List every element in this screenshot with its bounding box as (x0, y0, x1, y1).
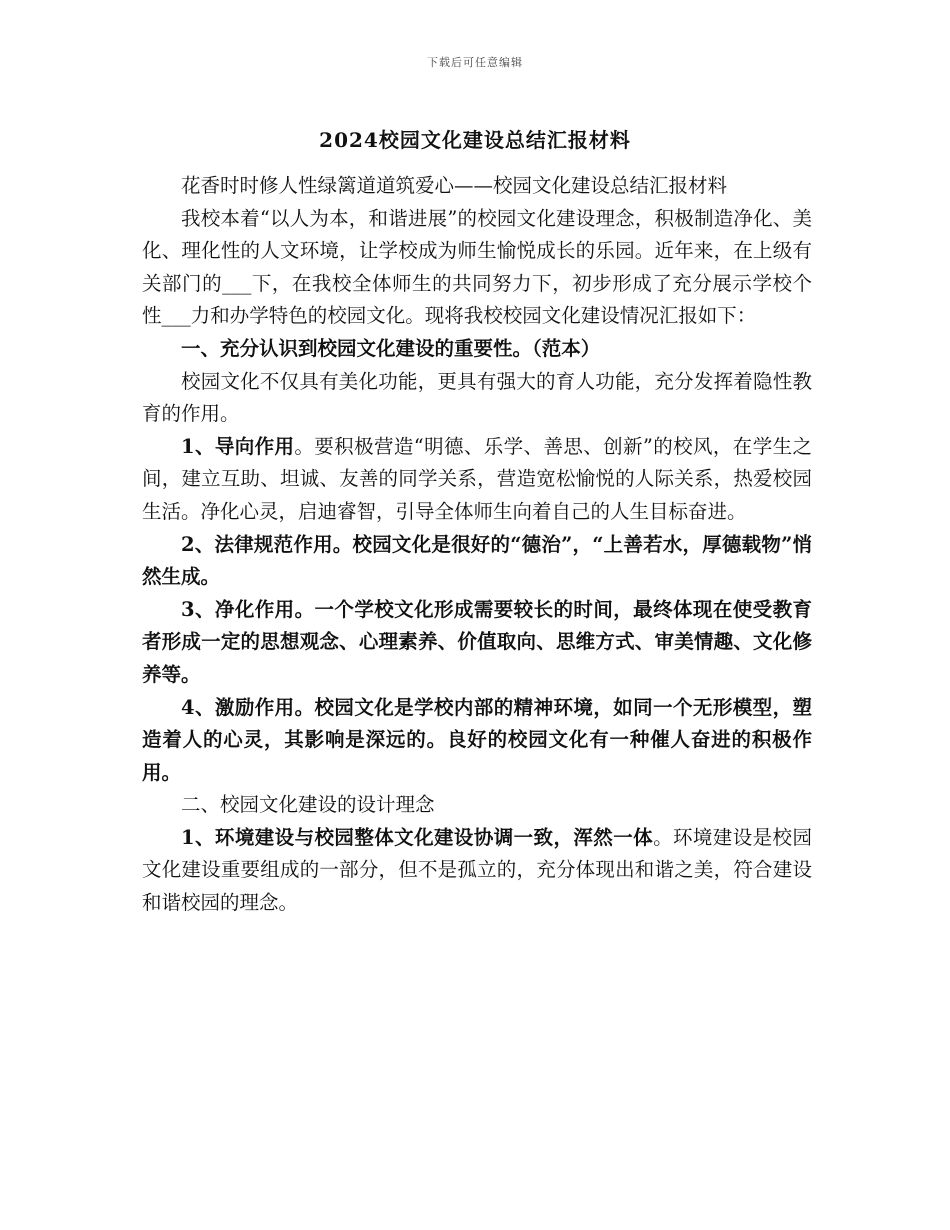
subtitle-paragraph: 花香时时修人性绿篱道道筑爱心——校园文化建设总结汇报材料 (181, 174, 728, 197)
section-heading-2: 二、校园文化建设的设计理念 (181, 793, 435, 817)
point-environment (142, 822, 812, 920)
point-legal-norm: 2、法律规范作用。校园文化是很好的“德治”，“上善若水，厚德载物”悄然生成。 (142, 532, 812, 589)
section-1-intro: 校园文化不仅具有美化功能，更具有强大的育人功能，充分发挥着隐性教育的作用。 (142, 369, 812, 426)
document-title: 2024校园文化建设总结汇报材料 (319, 128, 631, 152)
point-environment-lead: 1、环境建设与校园整体文化建设协调一致，浑然一体 (181, 825, 654, 849)
document-body (142, 170, 812, 920)
point-guidance (142, 431, 812, 529)
point-motivation: 4、激励作用。校园文化是学校内部的精神环境，如同一个无形模型，塑造着人的心灵，其影响是深远的。良好的校园文化有一种催人奋进的积极作用。 (142, 695, 812, 784)
header-note: 下载后可任意编辑 (427, 56, 523, 69)
point-guidance-lead: 1、导向作用 (181, 434, 295, 458)
intro-paragraph: 我校本着“以人为本，和谐进展”的校园文化建设理念，积极制造净化、美化、理化性的人文环境，让学校成为师生愉悦成长的乐园。近年来，在上级有关部门的___下，在我校全体师生的共同努力下，初步形成了充分展示学校个性___力和办学特色的校园文化。现将我校校园文化建设情况汇报如下： (142, 206, 812, 328)
point-purification: 3、净化作用。一个学校文化形成需要较长的时间，最终体现在使受教育者形成一定的思想观念、心理素养、价值取向、思维方式、审美情趣、文化修养等。 (142, 597, 812, 686)
point-guidance-text: 。要积极营造“明德、乐学、善思、创新”的校风，在学生之间，建立互助、坦诚、友善的同学关系，营造宽松愉悦的人际关系，热爱校园生活。净化心灵，启迪睿智，引导全体师生向着自己的人生目标奋进。 (142, 434, 812, 523)
section-heading-1: 一、充分认识到校园文化建设的重要性。（范本） (181, 336, 601, 360)
point-environment-text: 。环境建设是校园文化建设重要组成的一部分，但不是孤立的，充分体现出和谐之美，符合建设和谐校园的理念。 (142, 825, 812, 915)
